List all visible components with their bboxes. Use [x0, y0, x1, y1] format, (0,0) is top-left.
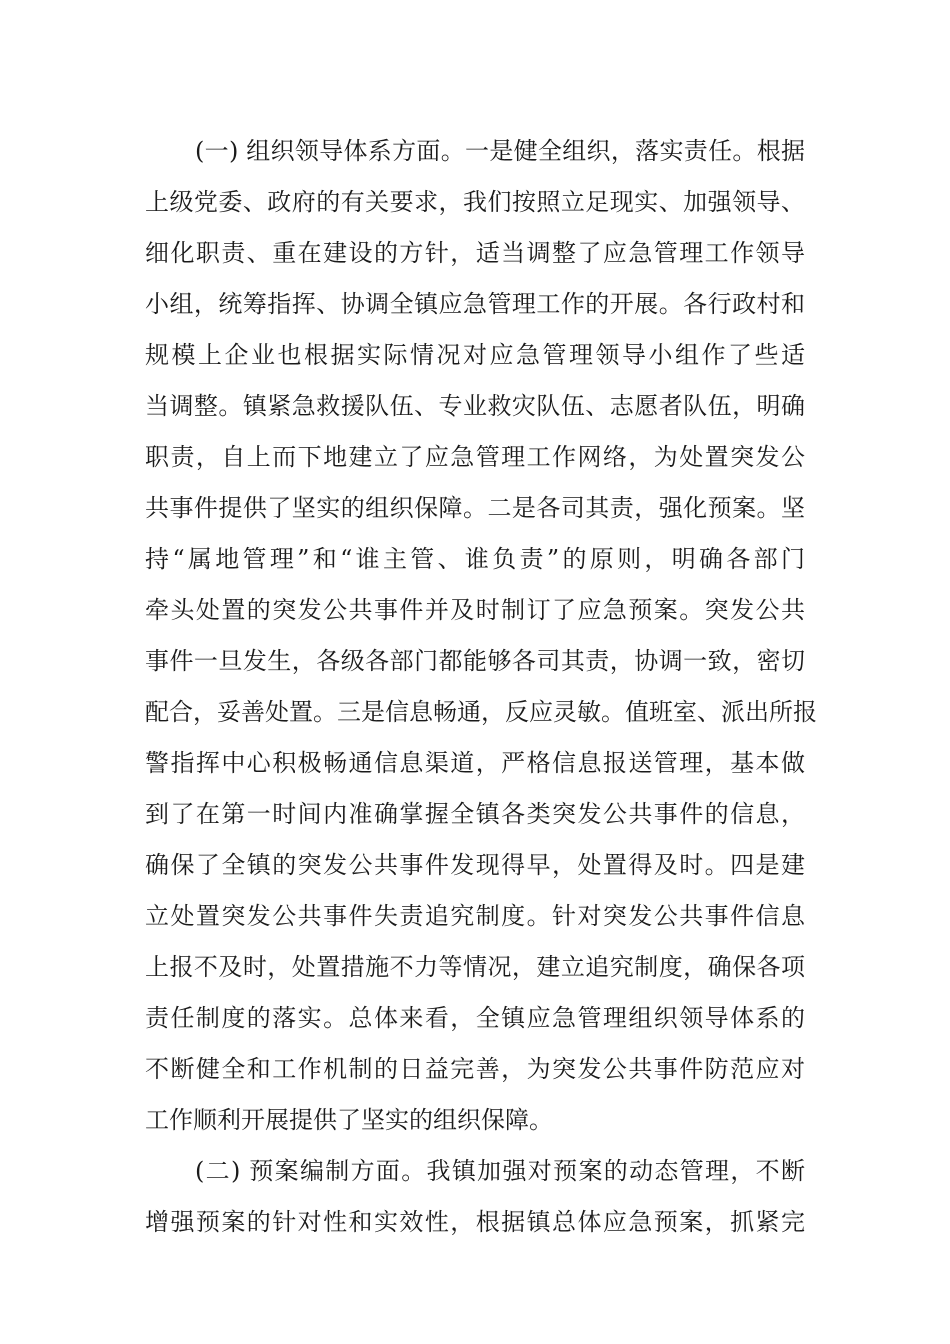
paragraph-1-line-19: 不断健全和工作机制的日益完善，为突发公共事件防范应对 [145, 1055, 805, 1083]
paragraph-2-line-1: (二) 预案编制方面。我镇加强对预案的动态管理，不断 [195, 1157, 805, 1185]
paragraph-1-line-5: 规模上企业也根据实际情况对应急管理领导小组作了些适 [145, 341, 805, 369]
paragraph-2-line-2: 增强预案的针对性和实效性，根据镇总体应急预案，抓紧完 [145, 1208, 805, 1236]
paragraph-1-line-16: 立处置突发公共事件失责追究制度。针对突发公共事件信息 [145, 902, 805, 930]
paragraph-1-line-8: 共事件提供了坚实的组织保障。二是各司其责，强化预案。坚 [145, 494, 805, 522]
paragraph-1-line-6: 当调整。镇紧急救援队伍、专业救灾队伍、志愿者队伍，明确 [145, 392, 805, 420]
paragraph-1-line-14: 到了在第一时间内准确掌握全镇各类突发公共事件的信息， [145, 800, 805, 828]
paragraph-1-line-15: 确保了全镇的突发公共事件发现得早，处置得及时。四是建 [145, 851, 805, 879]
paragraph-1-line-7: 职责，自上而下地建立了应急管理工作网络，为处置突发公 [145, 443, 805, 471]
paragraph-1-line-1: (一) 组织领导体系方面。一是健全组织，落实责任。根据 [195, 137, 805, 165]
paragraph-1-line-20: 工作顺利开展提供了坚实的组织保障。 [145, 1106, 553, 1134]
paragraph-1-line-18: 责任制度的落实。总体来看，全镇应急管理组织领导体系的 [145, 1004, 805, 1032]
paragraph-1-line-17: 上报不及时，处置措施不力等情况，建立追究制度，确保各项 [145, 953, 805, 981]
paragraph-1-line-11: 事件一旦发生，各级各部门都能够各司其责，协调一致，密切 [145, 647, 805, 675]
paragraph-1-line-4: 小组，统筹指挥、协调全镇应急管理工作的开展。各行政村和 [145, 290, 805, 318]
paragraph-1-line-10: 牵头处置的突发公共事件并及时制订了应急预案。突发公共 [145, 596, 805, 624]
paragraph-1-line-12: 配合，妥善处置。三是信息畅通，反应灵敏。值班室、派出所报 [145, 698, 817, 726]
paragraph-1-line-13: 警指挥中心积极畅通信息渠道，严格信息报送管理，基本做 [145, 749, 805, 777]
paragraph-1-line-9: 持“属地管理”和“谁主管、谁负责”的原则，明确各部门 [145, 545, 805, 573]
paragraph-1-line-3: 细化职责、重在建设的方针，适当调整了应急管理工作领导 [145, 239, 805, 267]
paragraph-1-line-2: 上级党委、政府的有关要求，我们按照立足现实、加强领导、 [145, 188, 805, 216]
